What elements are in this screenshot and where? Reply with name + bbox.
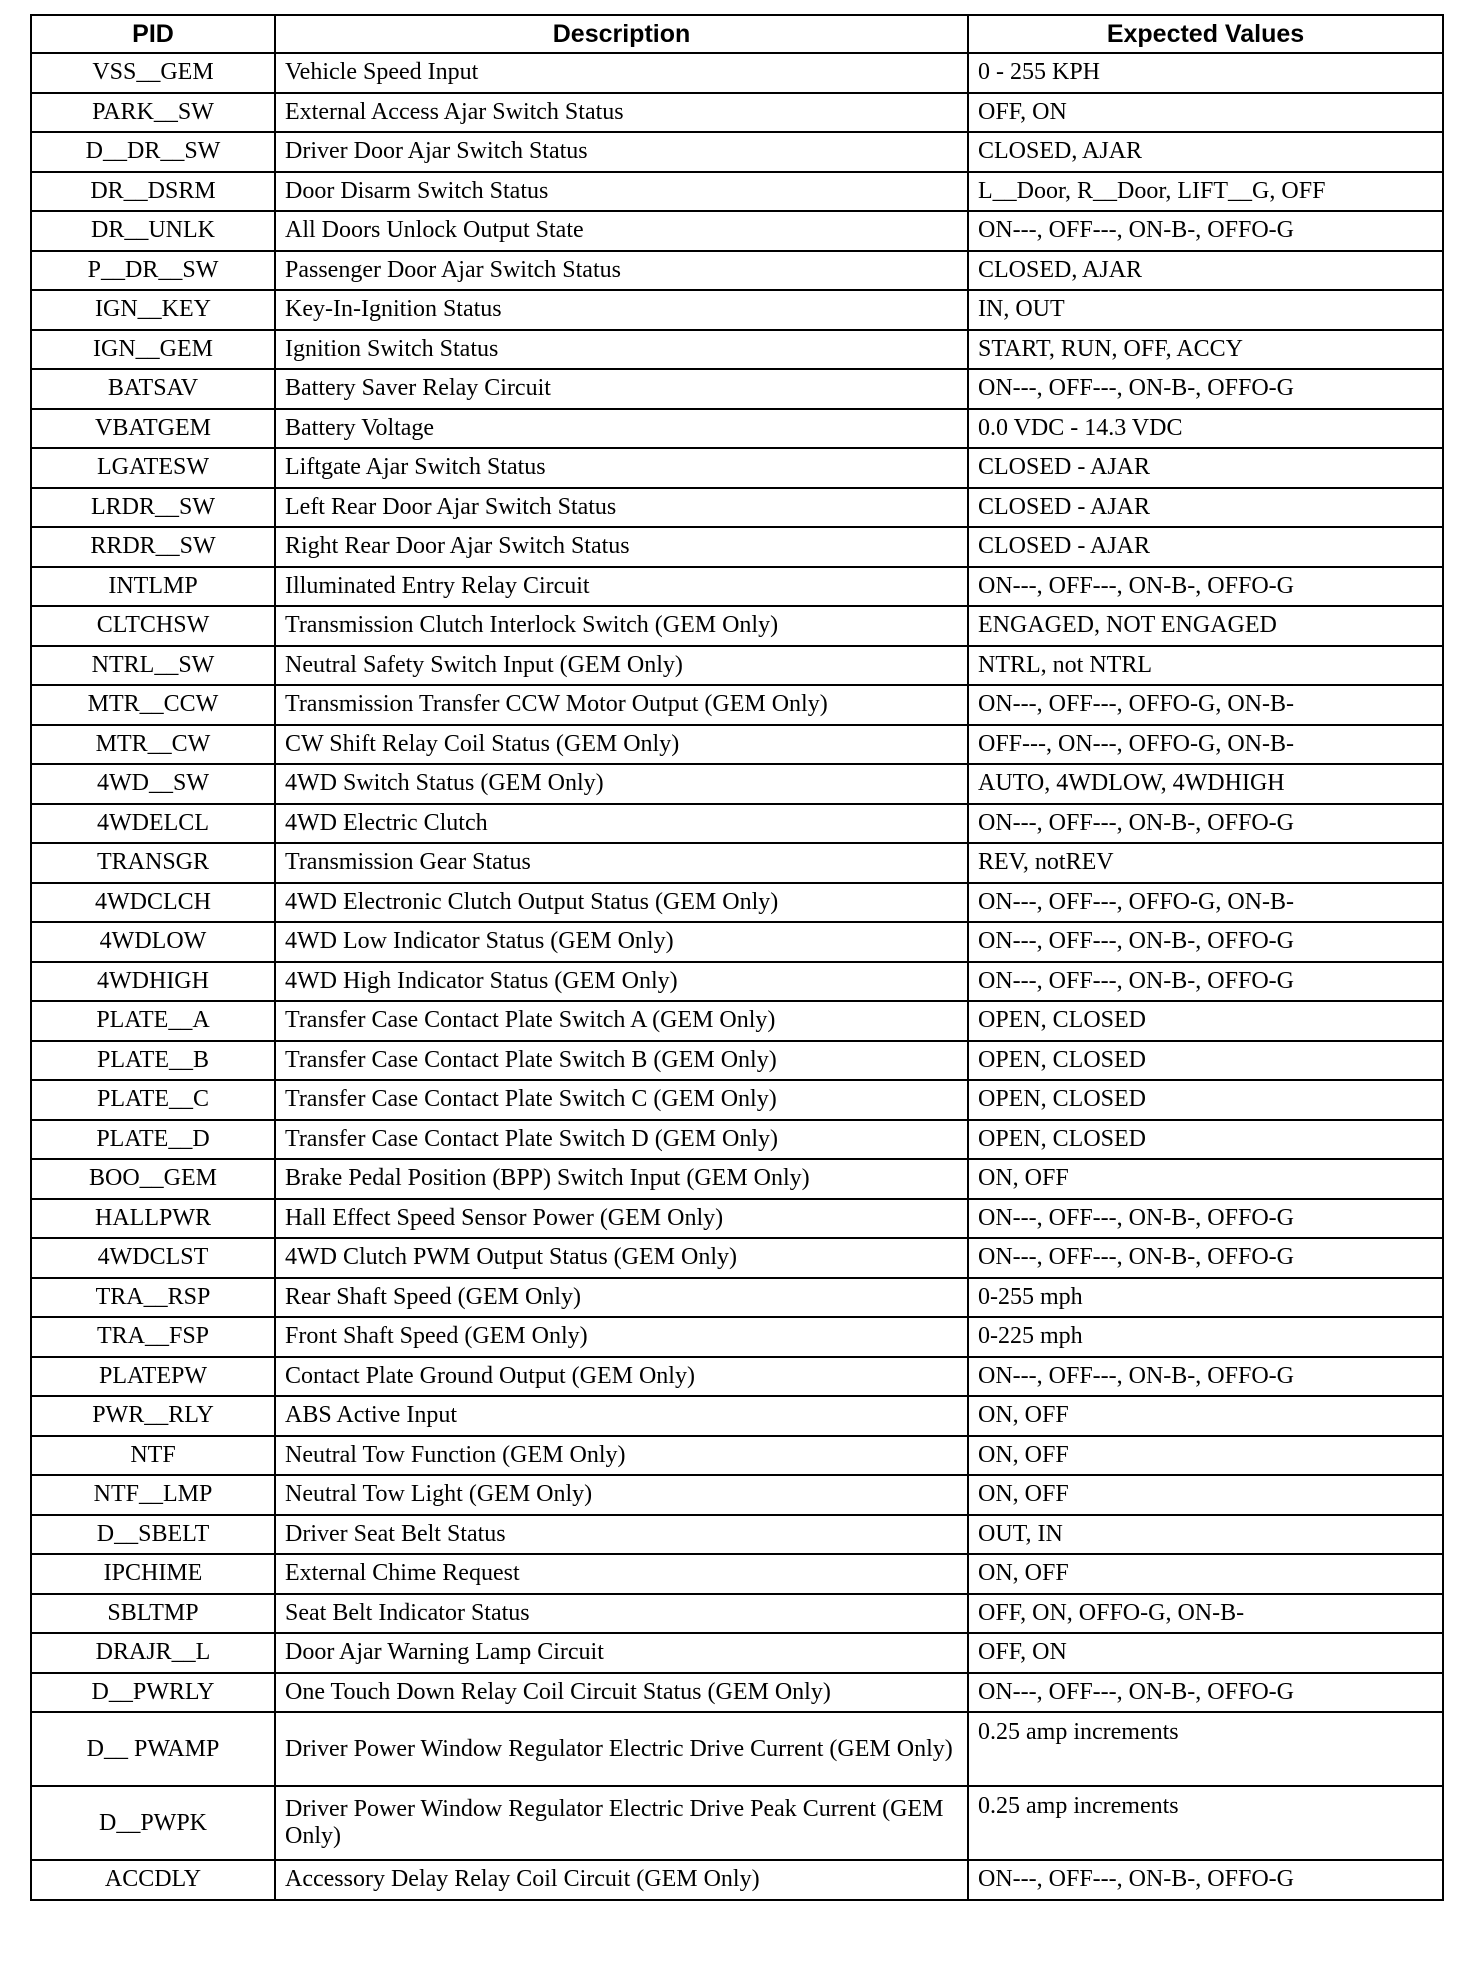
pid-cell: LGATESW [31,448,275,488]
expected-value-cell: OUT, IN [968,1515,1443,1555]
description-cell: Transfer Case Contact Plate Switch A (GEM Only) [275,1001,968,1041]
table-row [31,527,1443,567]
table-row [31,1080,1443,1120]
table-row [31,567,1443,607]
pid-cell: 4WDELCL [31,804,275,844]
expected-value-cell: 0.25 amp increments [968,1712,1443,1786]
pid-cell: TRA__FSP [31,1317,275,1357]
expected-value-cell: OFF---, ON---, OFFO-G, ON-B- [968,725,1443,765]
description-cell: 4WD Low Indicator Status (GEM Only) [275,922,968,962]
description-cell: Vehicle Speed Input [275,53,968,93]
expected-value-cell: IN, OUT [968,290,1443,330]
table-row [31,1238,1443,1278]
expected-value-cell: ON---, OFF---, ON-B-, OFFO-G [968,1673,1443,1713]
table-row [31,843,1443,883]
table-row [31,132,1443,172]
expected-value-cell: 0.0 VDC - 14.3 VDC [968,409,1443,449]
pid-cell: BOO__GEM [31,1159,275,1199]
description-cell: Door Ajar Warning Lamp Circuit [275,1633,968,1673]
expected-value-cell: 0.25 amp increments [968,1786,1443,1860]
pid-cell: PLATE__B [31,1041,275,1081]
pid-cell: IGN__KEY [31,290,275,330]
expected-value-cell: OFF, ON [968,1633,1443,1673]
table-row [31,211,1443,251]
table-row [31,1396,1443,1436]
expected-value-cell: ON---, OFF---, ON-B-, OFFO-G [968,1860,1443,1900]
description-cell: Key-In-Ignition Status [275,290,968,330]
description-cell: Ignition Switch Status [275,330,968,370]
description-cell: Passenger Door Ajar Switch Status [275,251,968,291]
description-cell: All Doors Unlock Output State [275,211,968,251]
expected-value-cell: ON, OFF [968,1475,1443,1515]
table-row [31,1001,1443,1041]
table-row [31,646,1443,686]
table-row [31,1673,1443,1713]
description-cell: Driver Door Ajar Switch Status [275,132,968,172]
pid-cell: 4WDCLCH [31,883,275,923]
description-cell: External Chime Request [275,1554,968,1594]
table-row [31,922,1443,962]
description-cell: Driver Seat Belt Status [275,1515,968,1555]
expected-value-cell: CLOSED - AJAR [968,488,1443,528]
table-row [31,488,1443,528]
table-row [31,804,1443,844]
pid-cell: PLATE__D [31,1120,275,1160]
pid-cell: 4WDCLST [31,1238,275,1278]
header-row [31,15,1443,53]
table-row [31,1786,1443,1860]
pid-cell: D__PWRLY [31,1673,275,1713]
expected-value-cell: ON, OFF [968,1159,1443,1199]
expected-value-cell: ON, OFF [968,1396,1443,1436]
pid-cell: D__ PWAMP [31,1712,275,1786]
description-cell: Neutral Tow Function (GEM Only) [275,1436,968,1476]
table-row [31,330,1443,370]
pid-cell: PWR__RLY [31,1396,275,1436]
expected-value-cell: OPEN, CLOSED [968,1080,1443,1120]
pid-cell: BATSAV [31,369,275,409]
table-row [31,1436,1443,1476]
table-row [31,685,1443,725]
expected-value-cell: OPEN, CLOSED [968,1041,1443,1081]
table-row [31,1594,1443,1634]
description-cell: External Access Ajar Switch Status [275,93,968,133]
expected-value-cell: NTRL, not NTRL [968,646,1443,686]
pid-cell: NTF__LMP [31,1475,275,1515]
expected-value-cell: ON, OFF [968,1436,1443,1476]
description-cell: Transmission Gear Status [275,843,968,883]
description-cell: 4WD Clutch PWM Output Status (GEM Only) [275,1238,968,1278]
table-row [31,1278,1443,1318]
expected-value-cell: ON---, OFF---, OFFO-G, ON-B- [968,685,1443,725]
expected-value-cell: ON---, OFF---, ON-B-, OFFO-G [968,1357,1443,1397]
pid-cell: D__SBELT [31,1515,275,1555]
expected-value-cell: AUTO, 4WDLOW, 4WDHIGH [968,764,1443,804]
table-row [31,409,1443,449]
pid-cell: 4WD__SW [31,764,275,804]
pid-cell: P__DR__SW [31,251,275,291]
pid-cell: PLATEPW [31,1357,275,1397]
expected-value-cell: ON, OFF [968,1554,1443,1594]
table-row [31,1515,1443,1555]
header-expected-values: Expected Values [968,15,1443,53]
description-cell: Liftgate Ajar Switch Status [275,448,968,488]
description-cell: Transmission Transfer CCW Motor Output (GEM Only) [275,685,968,725]
description-cell: Battery Voltage [275,409,968,449]
description-cell: Illuminated Entry Relay Circuit [275,567,968,607]
table-row [31,1633,1443,1673]
pid-cell: ACCDLY [31,1860,275,1900]
description-cell: Left Rear Door Ajar Switch Status [275,488,968,528]
description-cell: Right Rear Door Ajar Switch Status [275,527,968,567]
expected-value-cell: ON---, OFF---, ON-B-, OFFO-G [968,211,1443,251]
table-row [31,1120,1443,1160]
pid-cell: VBATGEM [31,409,275,449]
description-cell: CW Shift Relay Coil Status (GEM Only) [275,725,968,765]
expected-value-cell: ENGAGED, NOT ENGAGED [968,606,1443,646]
table-row [31,448,1443,488]
expected-value-cell: OPEN, CLOSED [968,1001,1443,1041]
pid-cell: CLTCHSW [31,606,275,646]
pid-cell: NTRL__SW [31,646,275,686]
pid-cell: DRAJR__L [31,1633,275,1673]
pid-cell: NTF [31,1436,275,1476]
expected-value-cell: 0 - 255 KPH [968,53,1443,93]
expected-value-cell: OPEN, CLOSED [968,1120,1443,1160]
header-description: Description [275,15,968,53]
expected-value-cell: ON---, OFF---, ON-B-, OFFO-G [968,922,1443,962]
pid-cell: INTLMP [31,567,275,607]
table-row [31,1475,1443,1515]
description-cell: Accessory Delay Relay Coil Circuit (GEM Only) [275,1860,968,1900]
expected-value-cell: L__Door, R__Door, LIFT__G, OFF [968,172,1443,212]
expected-value-cell: 0-225 mph [968,1317,1443,1357]
table-row [31,53,1443,93]
table-row [31,369,1443,409]
expected-value-cell: ON---, OFF---, ON-B-, OFFO-G [968,804,1443,844]
pid-cell: PARK__SW [31,93,275,133]
description-cell: 4WD Electronic Clutch Output Status (GEM Only) [275,883,968,923]
expected-value-cell: START, RUN, OFF, ACCY [968,330,1443,370]
expected-value-cell: ON---, OFF---, OFFO-G, ON-B- [968,883,1443,923]
table-row [31,1317,1443,1357]
description-cell: Hall Effect Speed Sensor Power (GEM Only) [275,1199,968,1239]
table-row [31,1357,1443,1397]
expected-value-cell: ON---, OFF---, ON-B-, OFFO-G [968,1199,1443,1239]
description-cell: Door Disarm Switch Status [275,172,968,212]
expected-value-cell: OFF, ON [968,93,1443,133]
expected-value-cell: ON---, OFF---, ON-B-, OFFO-G [968,567,1443,607]
description-cell: Neutral Tow Light (GEM Only) [275,1475,968,1515]
expected-value-cell: ON---, OFF---, ON-B-, OFFO-G [968,369,1443,409]
table-row [31,962,1443,1002]
description-cell: 4WD High Indicator Status (GEM Only) [275,962,968,1002]
description-cell: Transfer Case Contact Plate Switch D (GEM Only) [275,1120,968,1160]
expected-value-cell: CLOSED - AJAR [968,448,1443,488]
description-cell: Driver Power Window Regulator Electric Drive Current (GEM Only) [275,1712,968,1786]
table-body [31,53,1443,1900]
description-cell: Battery Saver Relay Circuit [275,369,968,409]
description-cell: ABS Active Input [275,1396,968,1436]
pid-cell: VSS__GEM [31,53,275,93]
expected-value-cell: CLOSED, AJAR [968,132,1443,172]
description-cell: Transmission Clutch Interlock Switch (GEM Only) [275,606,968,646]
pid-cell: RRDR__SW [31,527,275,567]
pid-cell: PLATE__C [31,1080,275,1120]
pid-cell: IGN__GEM [31,330,275,370]
description-cell: Brake Pedal Position (BPP) Switch Input (GEM Only) [275,1159,968,1199]
description-cell: Seat Belt Indicator Status [275,1594,968,1634]
expected-value-cell: 0-255 mph [968,1278,1443,1318]
table-row [31,172,1443,212]
expected-value-cell: OFF, ON, OFFO-G, ON-B- [968,1594,1443,1634]
table-row [31,1860,1443,1900]
pid-cell: 4WDHIGH [31,962,275,1002]
expected-value-cell: ON---, OFF---, ON-B-, OFFO-G [968,962,1443,1002]
table-row [31,1712,1443,1786]
pid-cell: D__DR__SW [31,132,275,172]
table-row [31,251,1443,291]
description-cell: Rear Shaft Speed (GEM Only) [275,1278,968,1318]
pid-cell: MTR__CCW [31,685,275,725]
pid-cell: DR__DSRM [31,172,275,212]
expected-value-cell: CLOSED - AJAR [968,527,1443,567]
table-row [31,606,1443,646]
description-cell: Transfer Case Contact Plate Switch B (GEM Only) [275,1041,968,1081]
description-cell: Front Shaft Speed (GEM Only) [275,1317,968,1357]
pid-table [30,14,1444,1901]
pid-cell: SBLTMP [31,1594,275,1634]
description-cell: One Touch Down Relay Coil Circuit Status (GEM Only) [275,1673,968,1713]
pid-cell: TRANSGR [31,843,275,883]
table-row [31,725,1443,765]
header-pid: PID [31,15,275,53]
document-page [30,14,1442,1901]
expected-value-cell: REV, notREV [968,843,1443,883]
pid-cell: HALLPWR [31,1199,275,1239]
description-cell: 4WD Electric Clutch [275,804,968,844]
description-cell: Contact Plate Ground Output (GEM Only) [275,1357,968,1397]
table-row [31,1554,1443,1594]
pid-cell: IPCHIME [31,1554,275,1594]
table-row [31,93,1443,133]
pid-cell: 4WDLOW [31,922,275,962]
table-row [31,290,1443,330]
pid-cell: D__PWPK [31,1786,275,1860]
description-cell: 4WD Switch Status (GEM Only) [275,764,968,804]
pid-cell: DR__UNLK [31,211,275,251]
description-cell: Transfer Case Contact Plate Switch C (GEM Only) [275,1080,968,1120]
table-row [31,883,1443,923]
expected-value-cell: CLOSED, AJAR [968,251,1443,291]
pid-cell: LRDR__SW [31,488,275,528]
pid-cell: TRA__RSP [31,1278,275,1318]
table-row [31,1159,1443,1199]
description-cell: Driver Power Window Regulator Electric Drive Peak Current (GEM Only) [275,1786,968,1860]
expected-value-cell: ON---, OFF---, ON-B-, OFFO-G [968,1238,1443,1278]
pid-cell: PLATE__A [31,1001,275,1041]
table-row [31,764,1443,804]
table-row [31,1199,1443,1239]
description-cell: Neutral Safety Switch Input (GEM Only) [275,646,968,686]
pid-cell: MTR__CW [31,725,275,765]
table-row [31,1041,1443,1081]
